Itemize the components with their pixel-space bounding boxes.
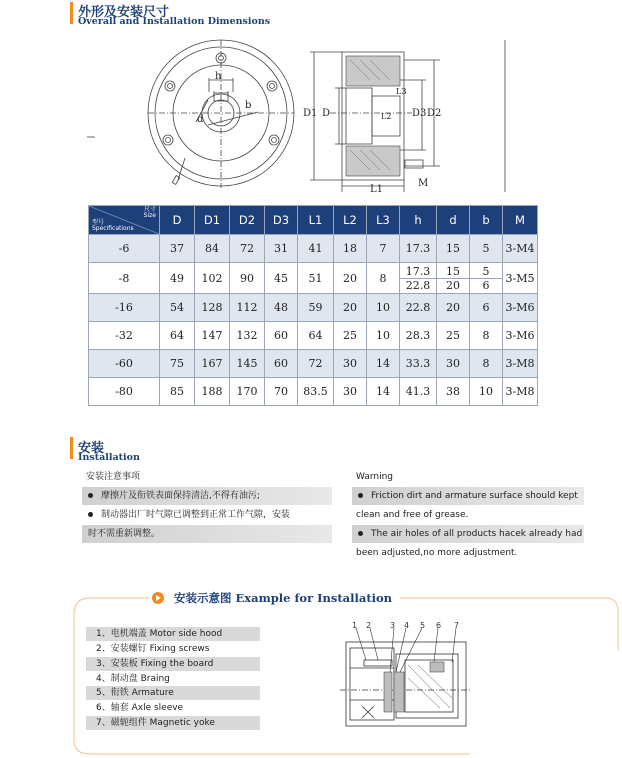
- model-cell: -8: [89, 263, 160, 294]
- table-cell: 188: [195, 378, 230, 406]
- table-cell: 51: [298, 263, 334, 294]
- table-cell: 84: [195, 235, 230, 263]
- table-cell: 25: [334, 322, 367, 350]
- corner-header: [89, 206, 160, 235]
- legend-item: 7、磁轭组件 Magnetic yoke: [86, 716, 260, 730]
- section-title-en: Overall and Installation Dimensions: [78, 16, 271, 27]
- table-cell: 72: [230, 235, 265, 263]
- table-cell-value: 22.8: [405, 278, 431, 292]
- table-cell: 60: [265, 322, 298, 350]
- table-cell-value: 20: [446, 278, 460, 292]
- table-cell: 30: [334, 378, 367, 406]
- table-cell: 28.3: [400, 322, 437, 350]
- table-row: [89, 263, 538, 294]
- table-cell: 112: [230, 294, 265, 322]
- table-cell: 41.3: [400, 378, 437, 406]
- table-cell: 70: [265, 378, 298, 406]
- notes-cn-text: 制动器出厂时气隙已调整到正常工作气隙，安装: [101, 510, 291, 520]
- dimension-drawing: [85, 38, 515, 198]
- callout-6: 6: [436, 621, 442, 630]
- installation-diagram: [340, 618, 470, 736]
- col-header: D2: [230, 206, 265, 235]
- table-cell: 45: [265, 263, 298, 294]
- col-header: L2: [334, 206, 367, 235]
- label-L2: L2: [381, 112, 392, 121]
- col-header: h: [400, 206, 437, 235]
- table-cell: 14: [367, 378, 400, 406]
- table-cell: 10: [367, 322, 400, 350]
- table-cell: 49: [160, 263, 195, 294]
- notes-en-text: been adjusted,no more adjustment.: [356, 548, 518, 558]
- table-cell: 3-M4: [503, 235, 538, 263]
- col-header: D: [160, 206, 195, 235]
- table-cell: 20: [334, 263, 367, 294]
- callout-7: 7: [454, 621, 460, 630]
- table-row: [89, 350, 538, 378]
- table-cell: 10: [367, 294, 400, 322]
- table-cell: 132: [230, 322, 265, 350]
- notes-en-item: [352, 525, 584, 543]
- notes-cn-item: [82, 487, 332, 505]
- notes-cn-text: 时不需重新调整。: [82, 525, 332, 543]
- corner-model-en: Specifications: [92, 225, 134, 232]
- table-cell: 7: [367, 235, 400, 263]
- table-cell: 8: [470, 322, 503, 350]
- table-cell: [437, 263, 470, 294]
- table-cell: 128: [195, 294, 230, 322]
- label-D3: D3: [412, 108, 427, 119]
- model-cell: -16: [89, 294, 160, 322]
- table-cell: 22.8: [400, 294, 437, 322]
- table-cell: 5: [470, 235, 503, 263]
- notes-en-text: clean and free of grease.: [356, 510, 469, 520]
- section-accent-bar: [70, 437, 73, 459]
- table-cell: 83.5: [298, 378, 334, 406]
- model-cell: -60: [89, 350, 160, 378]
- label-L3: L3: [396, 87, 407, 96]
- table-cell: 3-M8: [503, 350, 538, 378]
- notes-en-heading: Warning: [356, 472, 394, 482]
- table-cell: 3-M8: [503, 378, 538, 406]
- legend-item: 3、安装板 Fixing the board: [86, 657, 260, 671]
- table-cell: 6: [470, 294, 503, 322]
- label-D: D: [322, 108, 331, 119]
- notes-cn-text: 摩擦片及衔铁表面保持清洁,不得有油污;: [101, 491, 260, 501]
- table-cell: 31: [265, 235, 298, 263]
- table-cell: 30: [437, 350, 470, 378]
- table-cell: 167: [195, 350, 230, 378]
- table-cell: 25: [437, 322, 470, 350]
- table-cell: 145: [230, 350, 265, 378]
- table-cell: 15: [437, 235, 470, 263]
- legend-item: 2、安装螺钉 Fixing screws: [96, 644, 210, 654]
- table-cell: 37: [160, 235, 195, 263]
- notes-en-item: [352, 487, 584, 505]
- table-cell-value: 17.3: [400, 265, 436, 279]
- spec-table: [88, 205, 538, 406]
- table-cell-value: 15: [437, 265, 469, 279]
- legend-item: 1、电机端盖 Motor side hood: [86, 627, 260, 641]
- callout-4: 4: [404, 621, 410, 630]
- model-cell: -6: [89, 235, 160, 263]
- table-cell: 75: [160, 350, 195, 378]
- installation-title-cn: 安装: [78, 441, 105, 456]
- table-cell: 90: [230, 263, 265, 294]
- col-header: L1: [298, 206, 334, 235]
- table-cell: 3-M5: [503, 263, 538, 294]
- example-title: 安装示意图 Example for Installation: [174, 591, 393, 605]
- table-cell: [400, 263, 437, 294]
- table-cell: 17.3: [400, 235, 437, 263]
- col-header: D1: [195, 206, 230, 235]
- section-title-cn: 外形及安装尺寸: [78, 5, 170, 20]
- col-header: D3: [265, 206, 298, 235]
- label-d: d: [197, 114, 204, 125]
- table-row: [89, 378, 538, 406]
- table-cell: 20: [334, 294, 367, 322]
- table-row: [89, 294, 538, 322]
- label-M: M: [418, 178, 429, 189]
- table-cell: 64: [298, 322, 334, 350]
- callout-1: 1: [352, 621, 358, 630]
- table-row: [89, 235, 538, 263]
- corner-size-en: Size: [143, 212, 156, 219]
- table-cell: 14: [367, 350, 400, 378]
- table-cell-value: 5: [470, 265, 502, 279]
- installation-title-en: Installation: [78, 452, 140, 463]
- label-D2: D2: [427, 108, 442, 119]
- section-accent-bar: [70, 2, 73, 24]
- table-cell: 3-M6: [503, 294, 538, 322]
- table-cell: 38: [437, 378, 470, 406]
- table-cell-value: 6: [482, 278, 490, 292]
- col-header: L3: [367, 206, 400, 235]
- table-cell: 59: [298, 294, 334, 322]
- label-h: h: [215, 71, 222, 82]
- table-cell: 72: [298, 350, 334, 378]
- table-cell: 60: [265, 350, 298, 378]
- col-header: b: [470, 206, 503, 235]
- table-cell: 64: [160, 322, 195, 350]
- table-cell: 3-M6: [503, 322, 538, 350]
- corner-size: 尺寸: [143, 206, 156, 213]
- notes-cn-heading: 安装注意事项: [86, 472, 141, 482]
- table-cell: 18: [334, 235, 367, 263]
- table-cell: [470, 263, 503, 294]
- table-cell: 54: [160, 294, 195, 322]
- table-cell: 8: [367, 263, 400, 294]
- callout-3: 3: [390, 621, 396, 630]
- table-row: [89, 322, 538, 350]
- model-cell: -32: [89, 322, 160, 350]
- callout-2: 2: [366, 621, 372, 630]
- corner-model: 型号: [92, 219, 105, 226]
- table-cell: 170: [230, 378, 265, 406]
- notes-en-text: The air holes of all products hacek already had: [371, 529, 583, 539]
- table-cell: 10: [470, 378, 503, 406]
- callout-5: 5: [420, 621, 426, 630]
- label-L1: L1: [370, 184, 384, 195]
- notes-cn-item: [82, 506, 332, 524]
- table-cell: 8: [470, 350, 503, 378]
- col-header: d: [437, 206, 470, 235]
- table-cell: 41: [298, 235, 334, 263]
- col-header: M: [503, 206, 538, 235]
- table-cell: 147: [195, 322, 230, 350]
- table-cell: 85: [160, 378, 195, 406]
- table-cell: 30: [334, 350, 367, 378]
- table-cell: 48: [265, 294, 298, 322]
- label-D1: D1: [303, 108, 318, 119]
- label-b: b: [245, 100, 252, 111]
- legend-item: 4、制动盘 Braing: [96, 674, 170, 684]
- legend-item: 5、衔铁 Armature: [86, 686, 260, 700]
- table-cell: 102: [195, 263, 230, 294]
- legend-item: 6、轴套 Axle sleeve: [96, 703, 184, 713]
- table-cell: 20: [437, 294, 470, 322]
- table-cell: 33.3: [400, 350, 437, 378]
- notes-en-text: Friction dirt and armature surface should kept: [371, 491, 578, 501]
- model-cell: -80: [89, 378, 160, 406]
